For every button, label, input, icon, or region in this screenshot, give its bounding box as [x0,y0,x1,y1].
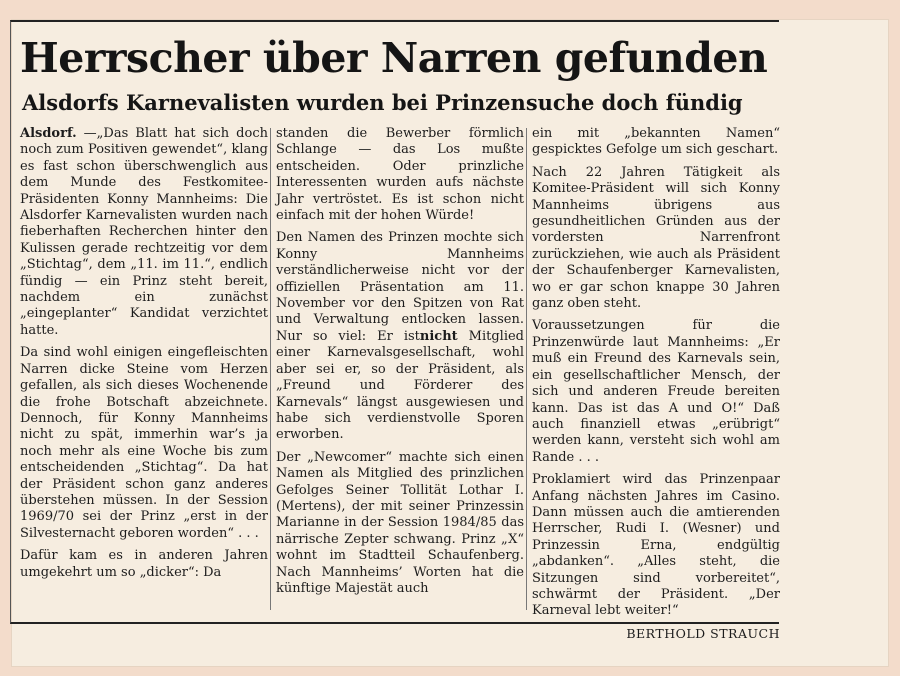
article-headline: Herrscher über Narren gefunden [20,34,768,82]
paragraph: Da sind wohl einigen eingefleischten Narren dicke Steine vom Herzen gefallen, als sich dieses Wochenende die frohe Botschaft abzeichnete. Dennoch, für Konny Mannheims nicht zu spät, immerhin war’s ja noch mehr als eine Woche bis zum entscheidenden „Stichtag“. Da hat der Präsident schon ganz anderes überstehen müssen. In der Session 1969/70 sei der Prinz „erst in der Silvesternacht geboren worden“ . . . [20,345,268,541]
article-column-2 [276,126,524,603]
paragraph-text: Den Namen des Prinzen mochte sich Konny Mannheims verständlicherweise nicht vor der offiziellen Präsentation am 11. November vor den Spitzen von Rat und Verwaltung entlocken lassen. Nur so viel: Er ist [276,230,524,344]
column-divider [526,128,527,610]
paragraph: Voraussetzungen für die Prinzenwürde laut Mannheims: „Er muß ein Freund des Karnevals sein, ein gesellschaftlicher Mensch, der sich und anderen Freude bereiten kann. Das ist das A und O!“ Daß auch finanziell etwas „erübrigt“ werden kann, versteht sich wohl am Rande . . . [532,318,780,465]
paragraph: Nach 22 Jahren Tätigkeit als Komitee-Präsident will sich Konny Mannheims übrigens aus gesundheitlichen Gründen aus der vordersten Narrenfront zurückziehen, wie auch als Präsident der Schaufenberger Karnevalisten, wo er gar schon knappe 30 Jahren ganz oben steht. [532,164,780,312]
paragraph: Proklamiert wird das Prinzenpaar Anfang nächsten Jahres im Casino. Dann müssen auch die amtierenden Herrscher, Rudi I. (Wesner) und Prinzessin Erna, endgültig „abdanken“. „Alles steht, die Sitzungen sind vorbereitet“, schwärmt der Präsident. „Der Karneval lebt weiter!“ [532,472,780,619]
paragraph [276,230,524,443]
article-subheadline: Alsdorfs Karnevalisten wurden bei Prinzensuche doch fündig [22,90,743,115]
article-column-1 [20,126,268,587]
article-column-3 [532,126,780,648]
paragraph: Der „Newcomer“ machte sich einen Namen als Mitglied des prinzlichen Gefolges Seiner Tollität Lothar I. (Mertens), der mit seiner Prinzessin Marianne in der Session 1984/85 das närrische Zepter schwang. Prinz „X“ wohnt im Stadtteil Schaufenberg. Nach Mannheims’ Worten hat die künftige Majestät auch [276,449,524,596]
emphasis-text: nicht [419,328,458,344]
paragraph: ein mit „bekannten Namen“ gespicktes Gefolge um sich geschart. [532,126,780,158]
dateline: Alsdorf. [20,126,77,141]
paragraph: Dafür kam es in anderen Jahren umgekehrt um so „dicker“: Da [20,548,268,580]
paragraph [20,126,268,339]
column-divider [270,128,271,610]
author-byline: BERTHOLD STRAUCH [626,625,780,641]
paragraph-text: Mitglied einer Karnevalsgesellschaft, wohl aber sei er, so der Präsident, als „Freund und Förderer des Karnevals“ längst ausgewiesen und habe sich verdienstvolle Sporen erworben. [276,328,525,443]
paragraph: standen die Bewerber förmlich Schlange — das Los mußte entscheiden. Oder prinzliche Interessenten wurden aufs nächste Jahr vertröstet. Es ist schon nicht einfach mit der hohen Würde! [276,126,524,224]
paragraph-text: —„Das Blatt hat sich doch noch zum Positiven gewendet“, klang es fast schon überschwenglich aus dem Munde des Festkomitee-Präsidenten Konny Mannheims: Die Alsdorfer Karnevalisten wurden nach fieberhaften Recherchen hinter den Kulissen gerade rechtzeitig vor dem „Stichtag“, dem „11. im 11.“, endlich fündig — ein Prinz steht bereit, nachdem ein zunächst „eingeplanter“ Kandidat verzichtet hatte. [20,126,268,338]
